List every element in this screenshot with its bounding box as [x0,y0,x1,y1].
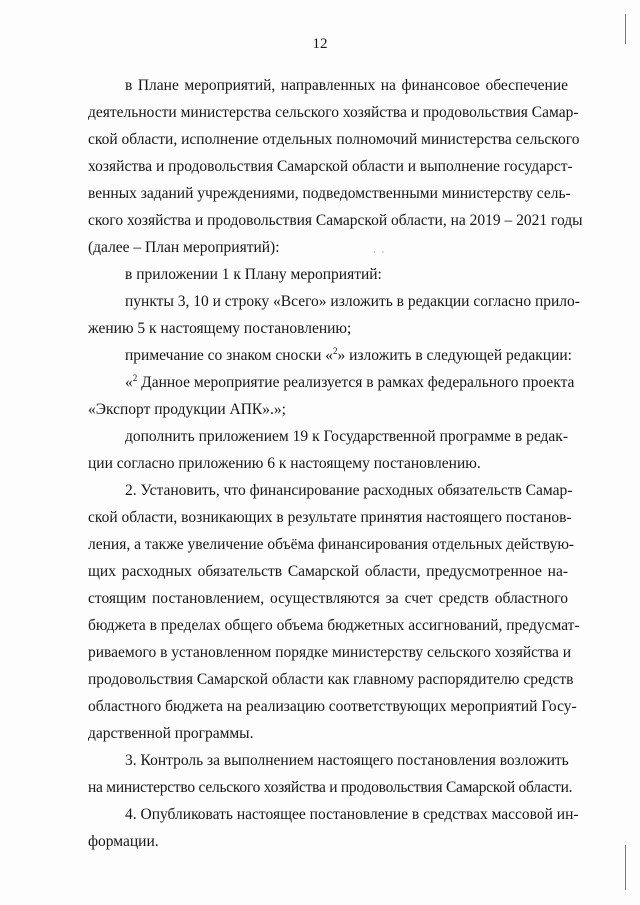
paragraph-line: дополнить приложением 19 к Государственной программе в редак- [125,428,568,445]
paragraph-line: «Экспорт продукции АПК».»; [88,401,286,418]
text-run: примечание со знаком сноски « [125,347,333,364]
paragraph-line: жению 5 к настоящему постановлению; [88,320,352,337]
paragraph-line: бюджета в пределах общего объема бюджетных ассигнований, предусмат- [88,617,580,634]
paragraph-line: на министерство сельского хозяйства и продовольствия Самарской области. [88,779,573,796]
footnote-mark: 2 [132,373,138,383]
paragraph-line: 2. Установить, что финансирование расходных обязательств Самар- [125,482,573,499]
paragraph-line: пункты 3, 10 и строку «Всего» изложить в редакции согласно прило- [125,293,580,310]
paragraph-line: щих расходных обязательств Самарской области, предусмотренное на- [88,563,568,580]
paragraph-line: ской области, возникающих в результате принятия настоящего постанов- [88,509,572,526]
paragraph-line: (далее – План мероприятий): [88,239,280,256]
paragraph-line: ской области, исполнение отдельных полномочий министерства сельского [88,131,580,148]
paragraph-line: деятельности министерства сельского хозяйства и продовольствия Самар- [88,104,579,121]
paragraph-line: стоящим постановлением, осуществляются за счет средств областного [88,590,568,607]
paragraph-line: ского хозяйства и продовольствия Самарской области, на 2019 – 2021 годы [88,212,583,229]
text-run: « [125,374,133,391]
text-run: » изложить в следующей редакции: [337,347,572,364]
text-run: Данное мероприятие реализуется в рамках федерального проекта [137,374,575,391]
page-number: 12 [312,36,328,52]
paragraph-line: областного бюджета на реализацию соответствующих мероприятий Госу- [88,698,577,715]
paragraph-line: в Плане мероприятий, направленных на финансовое обеспечение [125,77,568,94]
paragraph-line: 4. Опубликовать настоящее постановление в средствах массовой ин- [125,806,579,823]
paragraph-line: 3. Контроль за выполнением настоящего постановления возложить [125,752,569,769]
paragraph-line [125,373,575,393]
scan-edge-mark [625,845,626,890]
scan-speck: · · [373,248,387,257]
paragraph-line: ции согласно приложению 6 к настоящему постановлению. [88,455,481,472]
paragraph-line: венных заданий учреждениями, подведомственными министерству сель- [88,185,571,202]
paragraph-line [125,346,572,366]
paragraph-line: в приложении 1 к Плану мероприятий: [125,266,382,283]
paragraph-line: хозяйства и продовольствия Самарской области и выполнение государст- [88,158,573,175]
paragraph-line: дарственной программы. [88,725,254,742]
paragraph-line: риваемого в установленном порядке министерству сельского хозяйства и [88,644,571,661]
footnote-mark: 2 [333,346,338,356]
paragraph-line: ления, а также увеличение объёма финансирования отдельных действую- [88,536,575,553]
paragraph-line: продовольствия Самарской области как главному распорядителю средств [88,671,574,688]
paragraph-line: формации. [88,833,159,850]
